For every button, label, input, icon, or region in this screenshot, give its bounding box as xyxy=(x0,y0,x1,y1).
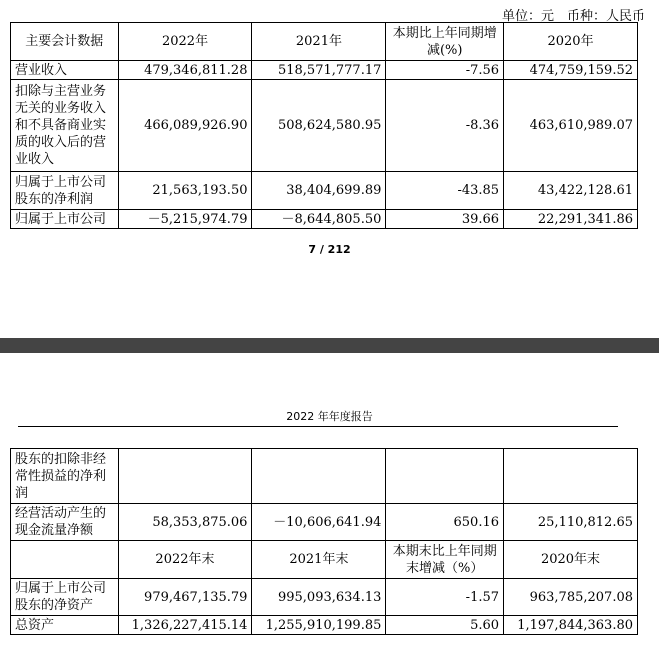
key-accounting-data-table xyxy=(10,22,638,229)
value-2021 xyxy=(252,449,386,504)
header-2022: 2022年 xyxy=(118,23,252,61)
table-row xyxy=(11,579,638,616)
value-2022: 466,089,926.90 xyxy=(118,80,252,172)
value-change: -8.36 xyxy=(386,80,504,172)
value-2022 xyxy=(118,449,252,504)
value-2021: －8,644,805.50 xyxy=(252,210,386,229)
row-label: 总资产 xyxy=(11,616,119,635)
key-accounting-data-table-continued xyxy=(10,448,638,635)
unit-currency-note: 单位：元 币种：人民币 xyxy=(501,9,645,24)
table-row xyxy=(11,61,638,80)
subheader-2022-end: 2022年末 xyxy=(118,541,252,579)
value-2022: 479,346,811.28 xyxy=(118,61,252,80)
subheader-blank xyxy=(11,541,119,579)
table-row xyxy=(11,449,638,504)
value-2020: 474,759,159.52 xyxy=(504,61,638,80)
value-2022: 979,467,135.79 xyxy=(118,579,252,616)
report-header: 2022 年年度报告 xyxy=(286,410,373,423)
table-header-row xyxy=(11,23,638,61)
subheader-2021-end: 2021年末 xyxy=(252,541,386,579)
table-row xyxy=(11,504,638,541)
row-label: 股东的扣除非经常性损益的净利润 xyxy=(11,449,119,504)
value-change: 650.16 xyxy=(386,504,504,541)
value-2020: 43,422,128.61 xyxy=(504,172,638,210)
value-change: 5.60 xyxy=(386,616,504,635)
row-label: 归属于上市公司股东的净资产 xyxy=(11,579,119,616)
value-change: 39.66 xyxy=(386,210,504,229)
row-label: 归属于上市公司股东的净利润 xyxy=(11,172,119,210)
value-2020: 25,110,812.65 xyxy=(504,504,638,541)
value-2020: 22,291,341.86 xyxy=(504,210,638,229)
header-2021: 2021年 xyxy=(252,23,386,61)
value-2021: 508,624,580.95 xyxy=(252,80,386,172)
value-2021: 995,093,634.13 xyxy=(252,579,386,616)
value-2022: 21,563,193.50 xyxy=(118,172,252,210)
table-row xyxy=(11,80,638,172)
value-2022: 1,326,227,415.14 xyxy=(118,616,252,635)
row-label: 营业收入 xyxy=(11,61,119,80)
table-row xyxy=(11,172,638,210)
row-label: 扣除与主营业务无关的业务收入和不具备商业实质的收入后的营业收入 xyxy=(11,80,119,172)
value-2021: －10,606,641.94 xyxy=(252,504,386,541)
header-change: 本期比上年同期增减(%) xyxy=(386,23,504,61)
value-2020 xyxy=(504,449,638,504)
row-label: 经营活动产生的现金流量净额 xyxy=(11,504,119,541)
value-2020: 463,610,989.07 xyxy=(504,80,638,172)
table-row xyxy=(11,210,638,229)
header-2020: 2020年 xyxy=(504,23,638,61)
value-2021: 38,404,699.89 xyxy=(252,172,386,210)
value-change: -1.57 xyxy=(386,579,504,616)
value-change: -43.85 xyxy=(386,172,504,210)
value-2022: －5,215,974.79 xyxy=(118,210,252,229)
value-2022: 58,353,875.06 xyxy=(118,504,252,541)
value-2020: 963,785,207.08 xyxy=(504,579,638,616)
value-2020: 1,197,844,363.80 xyxy=(504,616,638,635)
subheader-change: 本期末比上年同期末增减（%） xyxy=(386,541,504,579)
page-number: 7 / 212 xyxy=(308,243,351,256)
page-separator xyxy=(0,338,659,353)
table-row xyxy=(11,616,638,635)
header-item: 主要会计数据 xyxy=(11,23,119,61)
value-2021: 518,571,777.17 xyxy=(252,61,386,80)
value-change: -7.56 xyxy=(386,61,504,80)
table-subheader-row xyxy=(11,541,638,579)
header-rule xyxy=(18,426,618,427)
subheader-2020-end: 2020年末 xyxy=(504,541,638,579)
value-2021: 1,255,910,199.85 xyxy=(252,616,386,635)
value-change xyxy=(386,449,504,504)
row-label: 归属于上市公司 xyxy=(11,210,119,229)
